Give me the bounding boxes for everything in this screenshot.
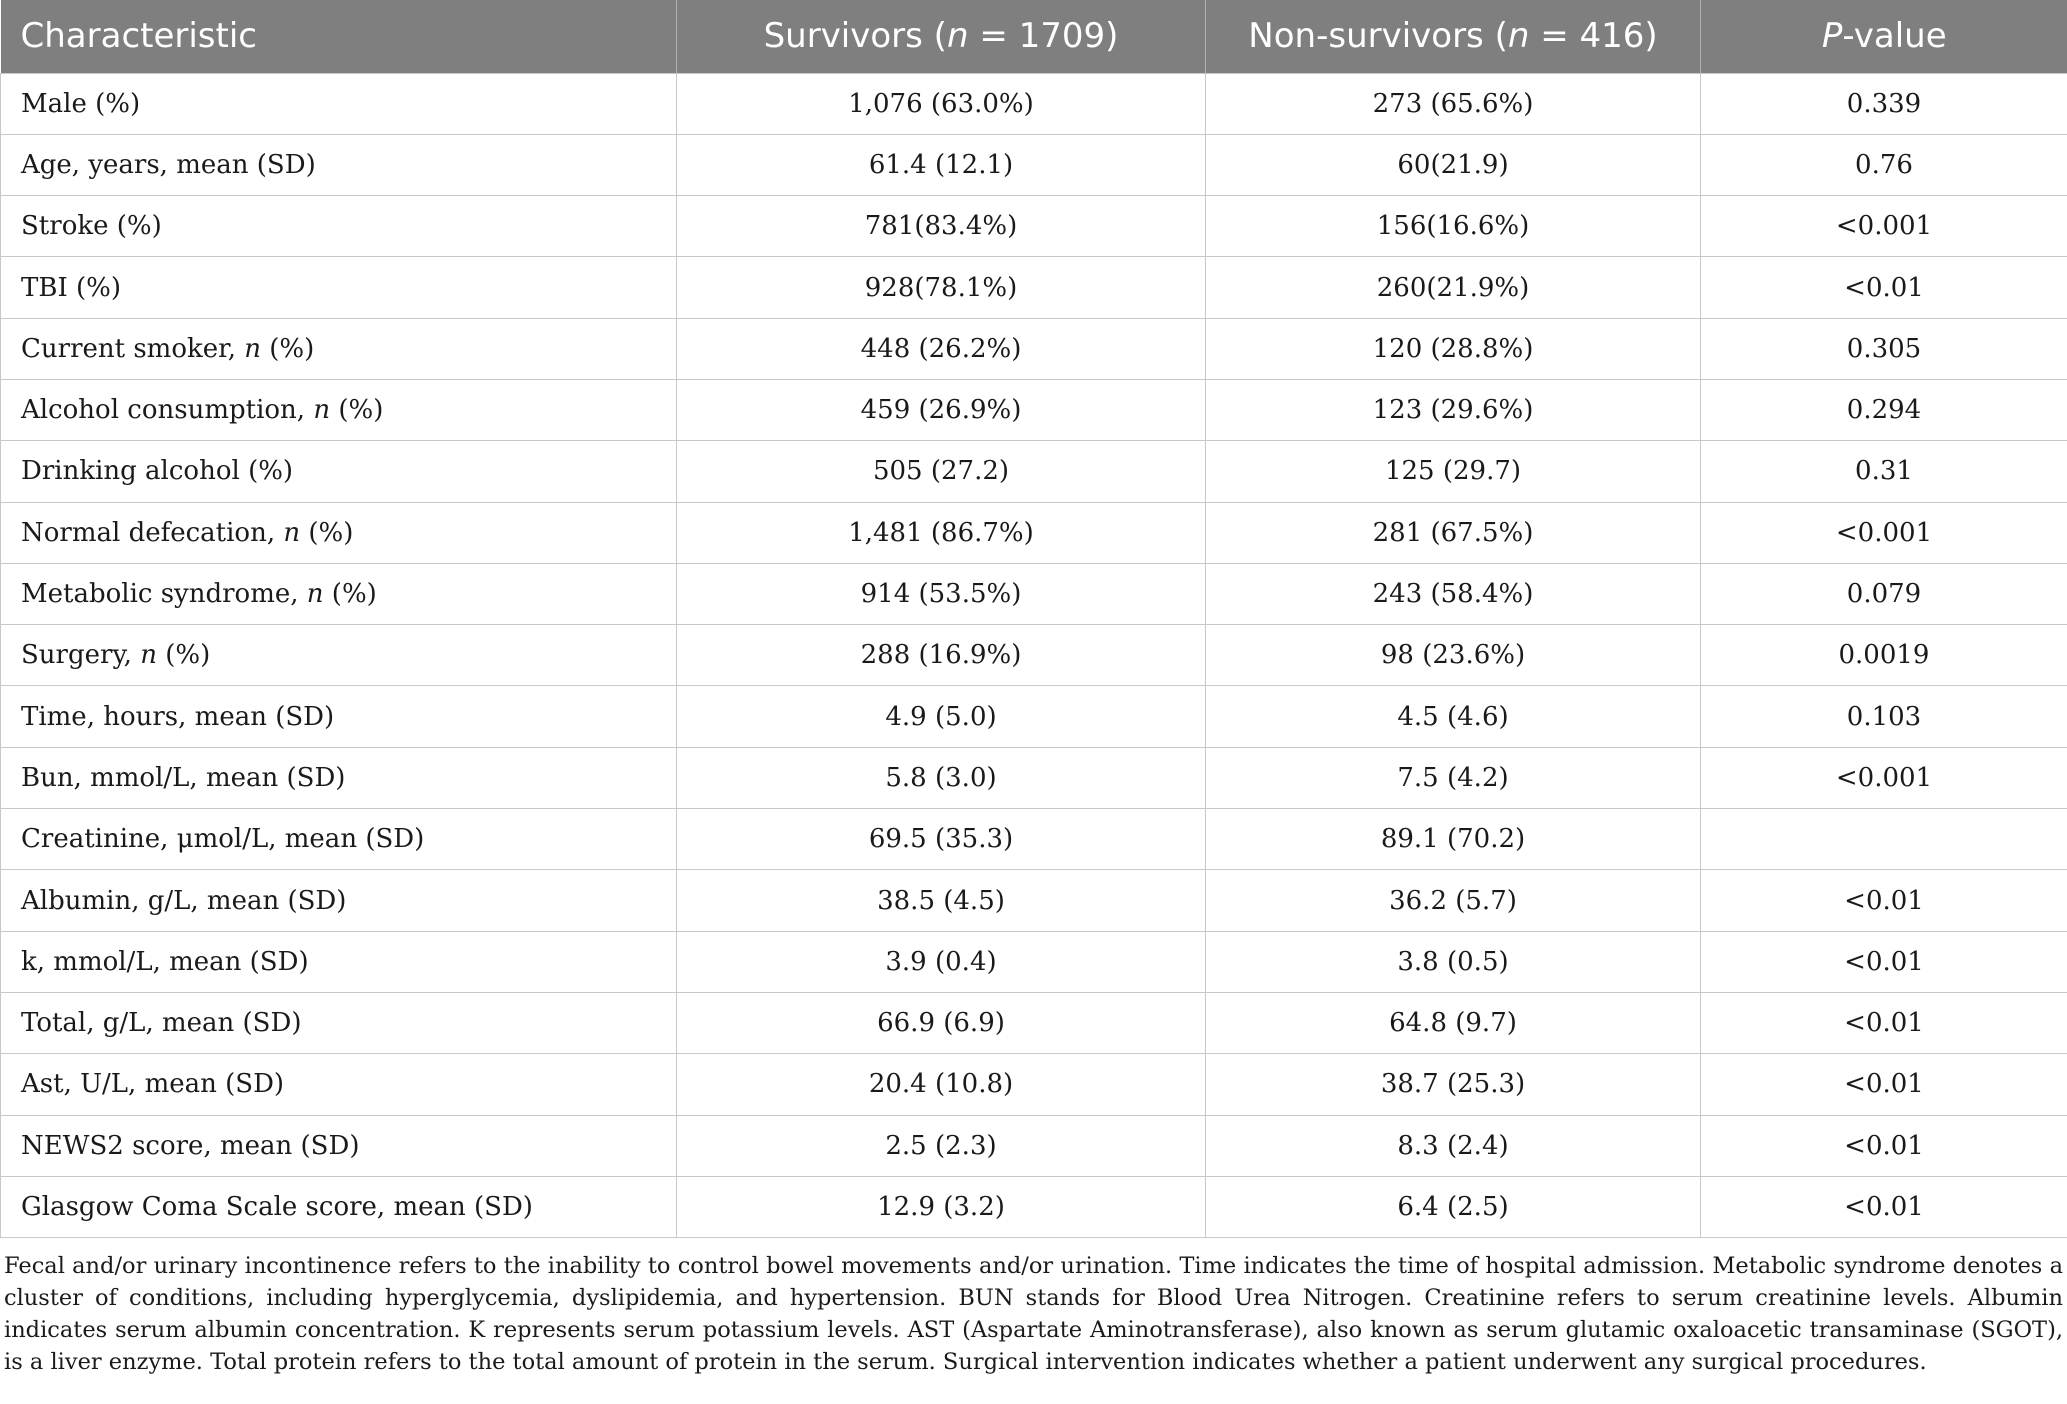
header-non-survivors: Non-survivors (n = 416) <box>1206 0 1701 73</box>
row-label: Alcohol consumption, n (%) <box>1 379 677 440</box>
table-row <box>1 196 2067 257</box>
survivors-value: 928(78.1%) <box>677 257 1206 318</box>
p-value: <0.01 <box>1701 257 2067 318</box>
row-label: Stroke (%) <box>1 196 677 257</box>
table-row <box>1 809 2067 870</box>
header-survivors: Survivors (n = 1709) <box>677 0 1206 73</box>
non-survivors-value: 38.7 (25.3) <box>1206 1054 1701 1115</box>
row-label: Creatinine, μmol/L, mean (SD) <box>1 809 677 870</box>
non-survivors-value: 281 (67.5%) <box>1206 502 1701 563</box>
non-survivors-value: 7.5 (4.2) <box>1206 747 1701 808</box>
non-survivors-value: 36.2 (5.7) <box>1206 870 1701 931</box>
table-row <box>1 502 2067 563</box>
p-value: 0.31 <box>1701 441 2067 502</box>
survivors-value: 1,076 (63.0%) <box>677 73 1206 134</box>
survivors-value: 61.4 (12.1) <box>677 134 1206 195</box>
header-row <box>1 0 2067 73</box>
survivors-value: 781(83.4%) <box>677 196 1206 257</box>
survivors-value: 69.5 (35.3) <box>677 809 1206 870</box>
non-survivors-value: 125 (29.7) <box>1206 441 1701 502</box>
p-value: 0.103 <box>1701 686 2067 747</box>
row-label: Age, years, mean (SD) <box>1 134 677 195</box>
non-survivors-value: 156(16.6%) <box>1206 196 1701 257</box>
survivors-value: 505 (27.2) <box>677 441 1206 502</box>
survivors-value: 448 (26.2%) <box>677 318 1206 379</box>
row-label: Bun, mmol/L, mean (SD) <box>1 747 677 808</box>
survivors-value: 288 (16.9%) <box>677 625 1206 686</box>
p-value: <0.01 <box>1701 1115 2067 1176</box>
table-row <box>1 870 2067 931</box>
survivors-value: 20.4 (10.8) <box>677 1054 1206 1115</box>
header-characteristic: Characteristic <box>1 0 677 73</box>
non-survivors-value: 120 (28.8%) <box>1206 318 1701 379</box>
non-survivors-value: 98 (23.6%) <box>1206 625 1701 686</box>
row-label: Albumin, g/L, mean (SD) <box>1 870 677 931</box>
table-row <box>1 1115 2067 1176</box>
table-row <box>1 563 2067 624</box>
p-value: <0.01 <box>1701 1176 2067 1237</box>
row-label: Time, hours, mean (SD) <box>1 686 677 747</box>
survivors-value: 914 (53.5%) <box>677 563 1206 624</box>
row-label: Drinking alcohol (%) <box>1 441 677 502</box>
non-survivors-value: 123 (29.6%) <box>1206 379 1701 440</box>
row-label: Surgery, n (%) <box>1 625 677 686</box>
p-value: 0.079 <box>1701 563 2067 624</box>
p-value: 0.294 <box>1701 379 2067 440</box>
table-row <box>1 134 2067 195</box>
table-footnote: Fecal and/or urinary incontinence refers to the inability to control bowel movements and/or urination. Time indicates the time of hospital admission. Metabolic syndrome denotes a cluster of conditions, including hyperglycemia, dyslipidemia, and hypertension. BUN stands for Blood Urea Nitrogen. Creatinine refers to serum creatinine levels. Albumin indicates serum albumin concentration. K represents serum potassium levels. AST (Aspartate Aminotransferase), also known as serum glutamic oxaloacetic transaminase (SGOT), is a liver enzyme. Total protein refers to the total amount of protein in the serum. Surgical intervention indicates whether a patient underwent any surgical procedures. <box>4 1253 2063 1375</box>
p-value: <0.01 <box>1701 931 2067 992</box>
survivors-value: 5.8 (3.0) <box>677 747 1206 808</box>
table-row <box>1 625 2067 686</box>
table-row <box>1 747 2067 808</box>
row-label: NEWS2 score, mean (SD) <box>1 1115 677 1176</box>
row-label: TBI (%) <box>1 257 677 318</box>
survivors-value: 459 (26.9%) <box>677 379 1206 440</box>
table-row <box>1 441 2067 502</box>
p-value: 0.0019 <box>1701 625 2067 686</box>
survivors-value: 38.5 (4.5) <box>677 870 1206 931</box>
non-survivors-value: 260(21.9%) <box>1206 257 1701 318</box>
row-label: Ast, U/L, mean (SD) <box>1 1054 677 1115</box>
non-survivors-value: 273 (65.6%) <box>1206 73 1701 134</box>
survivors-value: 3.9 (0.4) <box>677 931 1206 992</box>
p-value: 0.76 <box>1701 134 2067 195</box>
non-survivors-value: 8.3 (2.4) <box>1206 1115 1701 1176</box>
p-value: <0.01 <box>1701 992 2067 1053</box>
non-survivors-value: 64.8 (9.7) <box>1206 992 1701 1053</box>
non-survivors-value: 60(21.9) <box>1206 134 1701 195</box>
survivors-value: 1,481 (86.7%) <box>677 502 1206 563</box>
p-value: <0.001 <box>1701 747 2067 808</box>
table-row <box>1 379 2067 440</box>
p-value: 0.339 <box>1701 73 2067 134</box>
survivors-value: 2.5 (2.3) <box>677 1115 1206 1176</box>
row-label: Male (%) <box>1 73 677 134</box>
table-row <box>1 318 2067 379</box>
row-label: Glasgow Coma Scale score, mean (SD) <box>1 1176 677 1237</box>
p-value <box>1701 809 2067 870</box>
non-survivors-value: 4.5 (4.6) <box>1206 686 1701 747</box>
table-body <box>1 73 2067 1238</box>
non-survivors-value: 6.4 (2.5) <box>1206 1176 1701 1237</box>
header-p-value: P-value <box>1821 16 1947 57</box>
row-label: Metabolic syndrome, n (%) <box>1 563 677 624</box>
row-label: Total, g/L, mean (SD) <box>1 992 677 1053</box>
survivors-value: 12.9 (3.2) <box>677 1176 1206 1237</box>
non-survivors-value: 3.8 (0.5) <box>1206 931 1701 992</box>
table-row <box>1 931 2067 992</box>
survivors-value: 66.9 (6.9) <box>677 992 1206 1053</box>
row-label: Current smoker, n (%) <box>1 318 677 379</box>
table-row <box>1 686 2067 747</box>
p-value: <0.001 <box>1701 502 2067 563</box>
table-row <box>1 73 2067 134</box>
table-row <box>1 1054 2067 1115</box>
p-value: <0.001 <box>1701 196 2067 257</box>
p-value: <0.01 <box>1701 870 2067 931</box>
row-label: Normal defecation, n (%) <box>1 502 677 563</box>
p-value: 0.305 <box>1701 318 2067 379</box>
table-row <box>1 992 2067 1053</box>
table-row <box>1 1176 2067 1237</box>
non-survivors-value: 89.1 (70.2) <box>1206 809 1701 870</box>
table-header <box>1 0 2067 73</box>
survivors-value: 4.9 (5.0) <box>677 686 1206 747</box>
p-value: <0.01 <box>1701 1054 2067 1115</box>
table-row <box>1 257 2067 318</box>
non-survivors-value: 243 (58.4%) <box>1206 563 1701 624</box>
row-label: k, mmol/L, mean (SD) <box>1 931 677 992</box>
